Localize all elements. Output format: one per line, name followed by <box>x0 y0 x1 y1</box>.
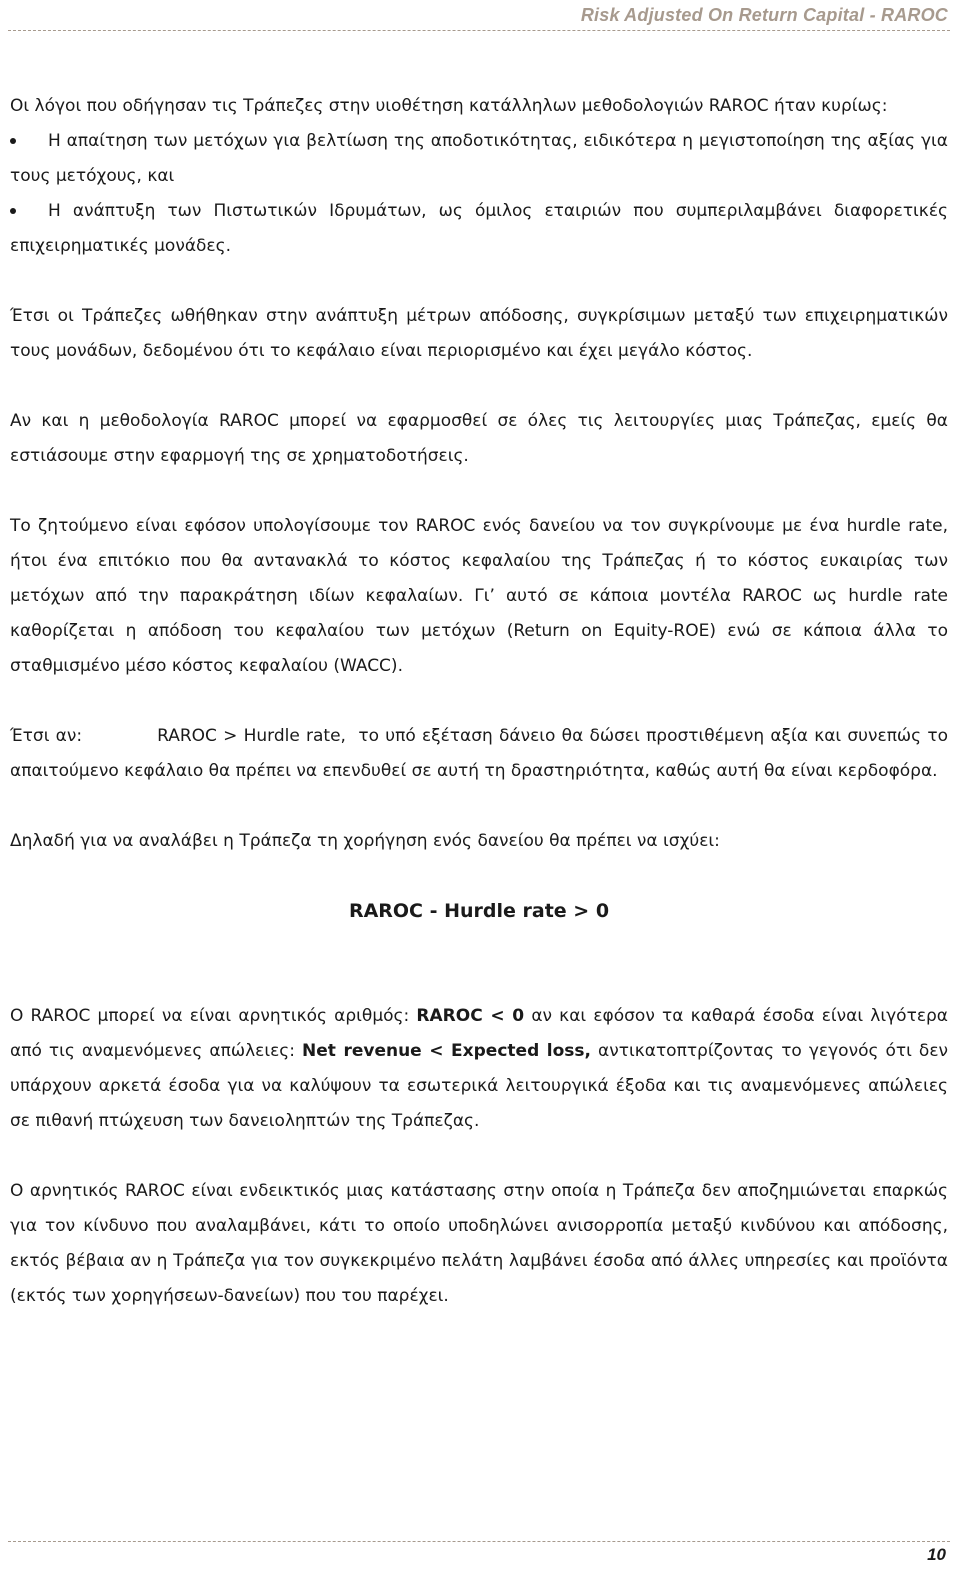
document-body <box>10 89 948 1349</box>
bullet-item <box>10 124 948 194</box>
formula: RAROC - Hurdle rate > 0 <box>348 900 610 922</box>
paragraph-requirement: Δηλαδή για να αναλάβει η Τράπεζα τη χορήγηση ενός δανείου θα πρέπει να ισχύει: <box>10 831 720 851</box>
bullet-icon <box>10 194 48 229</box>
bullet-text: Η απαίτηση των μετόχων για βελτίωση της αποδοτικότητας, ειδικότερα η μεγιστοποίηση της αξίας για τους μετόχους, και <box>10 131 948 186</box>
paragraph-hurdle-rate: Το ζητούμενο είναι εφόσον υπολογίσουμε τον RAROC ενός δανείου να τον συγκρίνουμε με ένα hurdle rate, ήτοι ένα επιτόκιο που θα αντανακλά το κόστος κεφαλαίου της Τράπεζας ή το κόστος ευκαιρίας των μετόχων από την παρακράτηση ιδίων κεφαλαίων. Γι’ αυτό σε κάποια μοντέλα RAROC ως hurdle rate καθορίζεται η απόδοση του κεφαλαίου των μετόχων (Return on Equity-ROE) ενώ σε κάποια άλλα το σταθμισμένο μέσο κόστος κεφαλαίου (WACC). <box>10 516 948 676</box>
page-header <box>0 0 960 36</box>
negative-raroc-text-1: Ο RAROC μπορεί να είναι αρνητικός αριθμός: <box>10 1006 417 1026</box>
paragraph-risk-imbalance: Ο αρνητικός RAROC είναι ενδεικτικός μιας κατάστασης στην οποία η Τράπεζα δεν αποζημιώνεται επαρκώς για τον κίνδυνο που αναλαμβάνει, κάτι το οποίο υποδηλώνει ανισορροπία μεταξύ κινδύνου και απόδοσης, εκτός βέβαια αν η Τράπεζα για τον συγκεκριμένο πελάτη λαμβάνει έσοδα από άλλες υπηρεσίες και προϊόντα (εκτός των χορηγήσεων-δανείων) που του παρέχει. <box>10 1181 948 1306</box>
net-revenue-expression: Net revenue < Expected loss, <box>302 1041 591 1061</box>
paragraph-negative-raroc <box>10 999 948 1139</box>
negative-raroc-expression: RAROC < 0 <box>416 1006 525 1026</box>
negative-raroc-text-3: αντικατοπτρίζοντας το γεγονός ότι δεν υπάρχουν αρκετά έσοδα για να καλύψουν τα εσωτερικά λειτουργικά έξοδα και τις αναμενόμενες απώλειες σε πιθανή πτώχευση των δανειοληπτών της Τράπεζας. <box>10 1041 949 1131</box>
paragraph-methodology-scope: Αν και η μεθοδολογία RAROC μπορεί να εφαρμοσθεί σε όλες τις λειτουργίες μιας Τράπεζας, εμείς θα εστιάσουμε στην εφαρμογή της σε χρηματοδοτήσεις. <box>10 411 948 466</box>
header-title: Risk Adjusted On Return Capital - RAROC <box>580 5 948 25</box>
header-divider <box>8 30 950 31</box>
bullet-icon <box>10 124 48 159</box>
footer-divider <box>8 1541 950 1542</box>
bullet-item <box>10 194 948 264</box>
condition-lead: Έτσι αν: <box>10 726 83 746</box>
page-number: 10 <box>927 1545 946 1564</box>
negative-raroc-text-2: αν και εφόσον τα καθαρά έσοδα είναι λιγότερα από τις αναμενόμενες απώλειες: <box>10 1006 949 1061</box>
condition-consequence: το υπό εξέταση δάνειο θα δώσει προστιθέμενη αξία και συνεπώς το απαιτούμενο κεφάλαιο θα πρέπει να επενδυθεί σε αυτή τη δραστηριότητα, καθώς αυτή θα είναι κερδοφόρα. <box>10 726 948 781</box>
condition-expression: RAROC > Hurdle rate, <box>157 726 346 746</box>
intro-paragraph: Οι λόγοι που οδήγησαν τις Τράπεζες στην υιοθέτηση κατάλληλων μεθοδολογιών RAROC ήταν κυρίως: <box>10 96 888 116</box>
paragraph-performance-measures: Έτσι οι Τράπεζες ωθήθηκαν στην ανάπτυξη μέτρων απόδοσης, συγκρίσιμων μεταξύ των επιχειρηματικών τους μονάδων, δεδομένου ότι το κεφάλαιο είναι περιορισμένο και έχει μεγάλο κόστος. <box>10 306 948 361</box>
bullet-text: Η ανάπτυξη των Πιστωτικών Ιδρυμάτων, ως όμιλος εταιριών που συμπεριλαμβάνει διαφορετικές επιχειρηματικές μονάδες. <box>10 201 948 256</box>
paragraph-condition <box>10 719 948 789</box>
